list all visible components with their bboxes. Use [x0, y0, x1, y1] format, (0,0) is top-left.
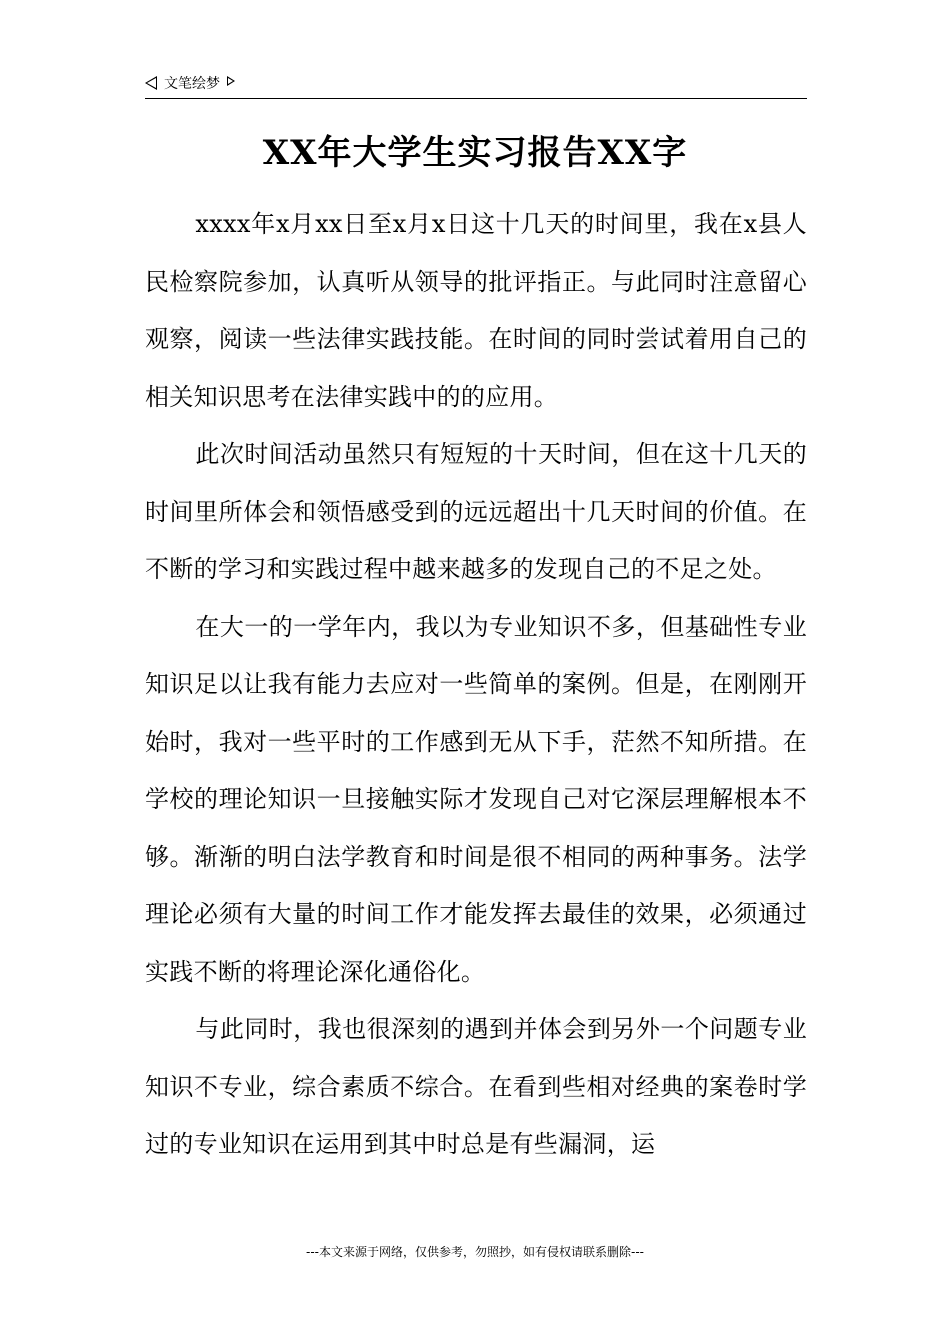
paragraph: xxxx年x月xx日至x月x日这十几天的时间里，我在x县人民检察院参加，认真听从领导的批评指正。与此同时注意留心观察，阅读一些法律实践技能。在时间的同时尝试着用自己的相关知识思考在法律实践中的的应用。: [145, 210, 807, 411]
document-body: [145, 196, 807, 1174]
header-brand: [145, 74, 235, 94]
triangle-left-icon: [145, 76, 157, 90]
paragraph: 与此同时，我也很深刻的遇到并体会到另外一个问题专业知识不专业，综合素质不综合。在看到些相对经典的案卷时学过的专业知识在运用到其中时总是有些漏洞，运: [145, 1015, 807, 1158]
page-header: [145, 72, 807, 99]
document-title: XX年大学生实习报告XX字: [262, 133, 688, 173]
paragraph: 在大一的一学年内，我以为专业知识不多，但基础性专业知识足以让我有能力去应对一些简单的案例。但是，在刚刚开始时，我对一些平时的工作感到无从下手，茫然不知所措。在学校的理论知识一旦接触实际才发现自己对它深层理解根本不够。渐渐的明白法学教育和时间是很不相同的两种事务。法学理论必须有大量的时间工作才能发挥去最佳的效果，必须通过实践不断的将理论深化通俗化。: [145, 612, 807, 986]
header-brand-label: 文笔绘梦: [164, 76, 220, 92]
paragraph: 此次时间活动虽然只有短短的十天时间，但在这十几天的时间里所体会和领悟感受到的远远超出十几天时间的价值。在不断的学习和实践过程中越来越多的发现自己的不足之处。: [145, 440, 807, 583]
page-footer-disclaimer: ---本文来源于网络，仅供参考，勿照抄，如有侵权请联系删除---: [306, 1245, 644, 1259]
triangle-right-icon: [227, 76, 235, 86]
